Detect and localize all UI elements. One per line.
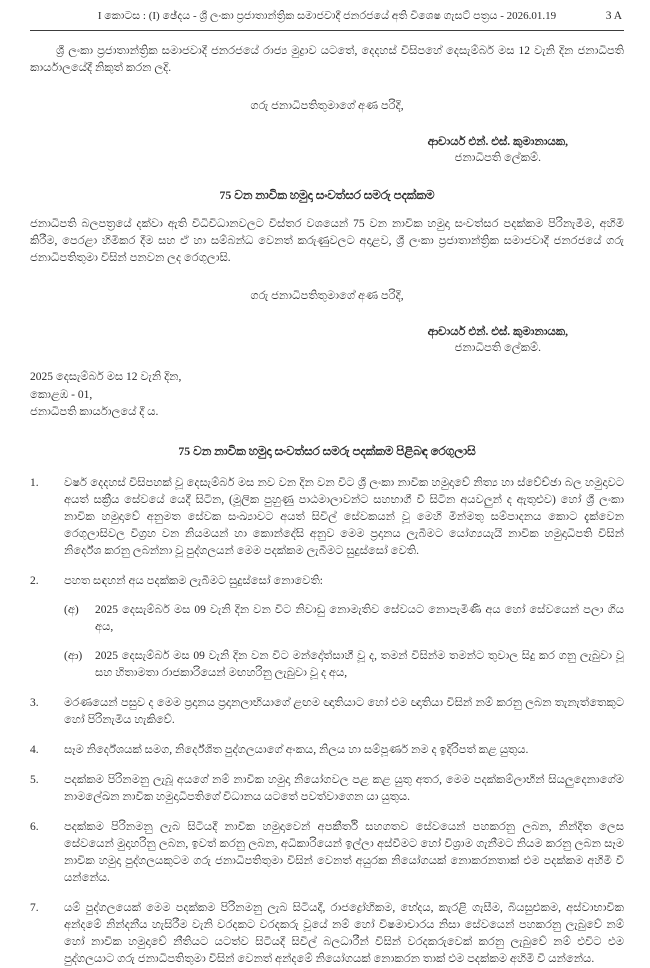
regulation-text: පදක්කම පිරිනමනු ලැබූ අයගේ නම් නාවික හමුදා නියෝගවල පළ කළ යුතු අතර, මෙම පදක්කම්ලාභීන් සියලුදෙනාගේම නාමලේඛන නාවික හමුදාධිපතිගේ විධානය යටතේ පවත්වාගෙන යා යුතුය. (64, 773, 624, 803)
regulation-item-5 (30, 772, 624, 806)
dateline-office: ජනාධිපති කාර්යාලයේ දී ය. (30, 406, 159, 418)
signatory-title: ජනාධිපති ලේකම්. (454, 152, 542, 164)
regulation-text: යම් පුද්ගලයෙක් මෙම පදක්කම පිරිනමනු ලැබ සිටියදී, රාජද්‍රෝහිකම, භේදය, කැරළි ගැසීම, බියසුළුකම, අස්වාභාවික අන්දමේ නින්දනීය හැසිරීම වැනි වරදකට වරදකරු වූයේ නම් හෝ විෂමාචාරය නිසා සේවයෙන් පහකරනු ලැබුවේ නම් හෝ නාවික හමුදාවේ නීතියට යටත්ව සිටියදී සිවිල් බලධාරීන් විසින් වරදකරුවෙක් කරනු ලැබුවේ නම් එවිට එම පුද්ගලයාට ගරු ජනාධිපතිතුමා විසින් වෙනත් අන්දමේ නියෝගයක් නොකරන තාක් එම පදක්කම අහිමි වී යන්නේය. (64, 901, 624, 965)
regulation-text: පහත සඳහන් අය පදක්කම ලැබීමට සුදුස්සෝ නොවෙති: (64, 574, 323, 587)
medal-title-heading: 75 වන නාවික හමුදා සංවත්සර සමරු පදක්කම (219, 188, 435, 202)
subitem-text: 2025 දෙසැම්බර් මස 09 වැනි දින වන විට මන්දෝත්සාහී වූ ද, තමන් විසින්ම තමන්ට තුවාල සිදු කර ගනු ලැබුවා වූ සහ හිතාමතා රාජකාරියෙන් මඟහරිනු ලැබුවා වූ ද අය, (95, 649, 624, 679)
by-order-line-1: ගරු ජනාධිපතිතුමාගේ අණ පරිදි, (250, 100, 404, 112)
regulations-list (30, 475, 624, 968)
signatory-title: ජනාධිපති ලේකම්. (454, 342, 542, 354)
regulation-number: 5. (30, 773, 39, 786)
regulation-subitem-2b (64, 648, 624, 682)
issued-paragraph: ශ්‍රී ලංකා ප්‍රජාතාන්ත්‍රික සමාජවාදී ජනරජයේ රාජ්‍ය මුද්‍රාව යටතේ, දෙදහස් විසිපහේ දෙසැම්බර් මස 12 වැනි දින ජනාධිපති කාර්යාලයේදී නිකුත් කරන ලදි. (30, 45, 624, 74)
regulation-number: 4. (30, 743, 39, 756)
regulation-text: වර්ෂ දෙදහස් විසිපහක් වූ දෙසැම්බර් මස නව වන දින වන විට ශ්‍රී ලංකා නාවික හමුදාවේ නිත්‍ය හා ස්වේච්ඡා බල හමුදාවට අයත් සක්‍රීය සේවයේ යෙදී සිටින, (මූලික පුහුණු පාඨමාලාවන්ට සහභාගී වී සිටින අයවලුන් ද ඇතුළුව) හෝ ශ්‍රී ලංකා නාවික හමුදාවේ අනුමත සේවක සංඛ්‍යාවට අයත් සිවිල් සේවකයන් වූ මෙහි මින්මතු සම්පාදනය කොට දැක්වෙන රෙගුලාසිවල විග්‍රහ වන නියමයන් හා කොන්දේසි අනුව මෙම ප්‍රදානය ලැබීමට යෝග්‍යයැයි නාවික හමුදාධිපති විසින් නිර්දේශ කරනු ලබන්නා වූ පුද්ගලයන් මෙම පදක්කම ලැබීමට සුදුස්සෝ වෙති. (64, 476, 624, 557)
signature-block-2 (428, 324, 568, 356)
regulation-number: 1. (30, 476, 39, 489)
regulation-number: 3. (30, 696, 39, 709)
subitem-marker: (ආ) (64, 649, 83, 662)
dateline-date: 2025 දෙසැම්බර් මස 12 වැනි දින, (30, 371, 182, 383)
gazette-running-head (30, 6, 624, 25)
regulation-number: 2. (30, 574, 39, 587)
regulation-text: සෑම නිර්දේශයක් සමග, නිර්දේශිත පුද්ගලයාගේ අංකය, නිලය හා සම්පූර්ණ නම ද ඉදිරිපත් කළ යුතුය. (64, 743, 529, 756)
gazette-header-title: I කොටස : (I) ඡේදය - ශ්‍රී ලංකා ප්‍රජාතාන්ත්‍රික සමාජවාදී ජනරජයේ අති විශෙෂ ගැසට් පත්‍රය - 2026.01.19 (97, 10, 557, 22)
dateline-block (30, 369, 624, 422)
signatory-name: ආචාර්ය එන්. එස්. කුමානායක, (427, 136, 568, 148)
regulation-item-1 (30, 475, 624, 560)
regulation-text: පදක්කම පිරිනමනු ලැබ සිටියදී නාවික හමුදාවෙන් අපකීර්ති සහගතව සේවයෙන් පහකරනු ලබන, නින්දිත ලෙස සේවයෙන් මුදාහරිනු ලබන, ඉවත් කරනු ලබන, අධිකාරියෙන් ඉල්ලා අස්වීමට හෝ විශ්‍රාම ගැනීමට නියම කරනු ලබන සෑම නාවික හමුදා පුද්ගලයකුටම ගරු ජනාධිපතිතුමා විසින් වෙනත් අයුරක නියෝගයක් නොකරනතාක් එම පදක්කම අහිමි වී යන්නේය. (64, 820, 624, 884)
subitem-marker: (අ) (64, 603, 79, 616)
regulation-item-3 (30, 695, 624, 729)
signature-block-1 (428, 134, 568, 166)
signatory-name: ආචාර්ය එන්. එස්. කුමානායක, (427, 326, 568, 338)
page-number: 3 A (605, 10, 622, 22)
regulation-number: 6. (30, 820, 39, 833)
regulation-text: මරණයෙන් පසුව ද මෙම ප්‍රදානය ප්‍රදානලාභියාගේ ළඟම ඥාතියාට හෝ එම ඥාතියා විසින් නම් කරනු ලබන තැනැත්තෙකුට හෝ පිරිනැමිය හැකිවේ. (64, 696, 624, 726)
preamble-paragraph: ජනාධිපති බලපත්‍රයේ දක්වා ඇති විධිවිධානවලට විස්තර වශයෙන් 75 වන නාවික හමුදා සංවත්සර පදක්කම පිරිනැමීම, අහිමි කිරීම, පෙරළා හිමිකර දීම සහ ඒ හා සම්බන්ධ වෙනත් කරුණුවලට අදාළව, ශ්‍රී ලංකා ප්‍රජාතාන්ත්‍රික සමාජවාදී ජනරජයේ ගරු ජනාධිපතිතුමා විසින් පනවන ලද රෙගුලාසි. (30, 218, 624, 264)
regulation-item-6 (30, 819, 624, 887)
regulation-number: 7. (30, 901, 39, 914)
regulation-item-2 (30, 573, 624, 590)
regulation-subitem-2a (64, 602, 624, 636)
regulation-item-4 (30, 742, 624, 759)
by-order-line-2: ගරු ජනාධිපතිතුමාගේ අණ පරිදි, (250, 290, 404, 302)
regulations-heading: 75 වන නාවික හමුදා සංවත්සර සමරු පදක්කම පිළිබඳ රෙගුලාසි (178, 443, 476, 458)
regulation-item-7 (30, 900, 624, 968)
subitem-text: 2025 දෙසැම්බර් මස 09 වැනි දින වන විට නිවාඩු නොමැතිව සේවයට නොපැමිණි අය හෝ සේවයෙන් පලා ගිය අය, (95, 603, 624, 633)
header-rule (30, 30, 624, 31)
dateline-place: කොළඹ - 01, (30, 388, 93, 401)
